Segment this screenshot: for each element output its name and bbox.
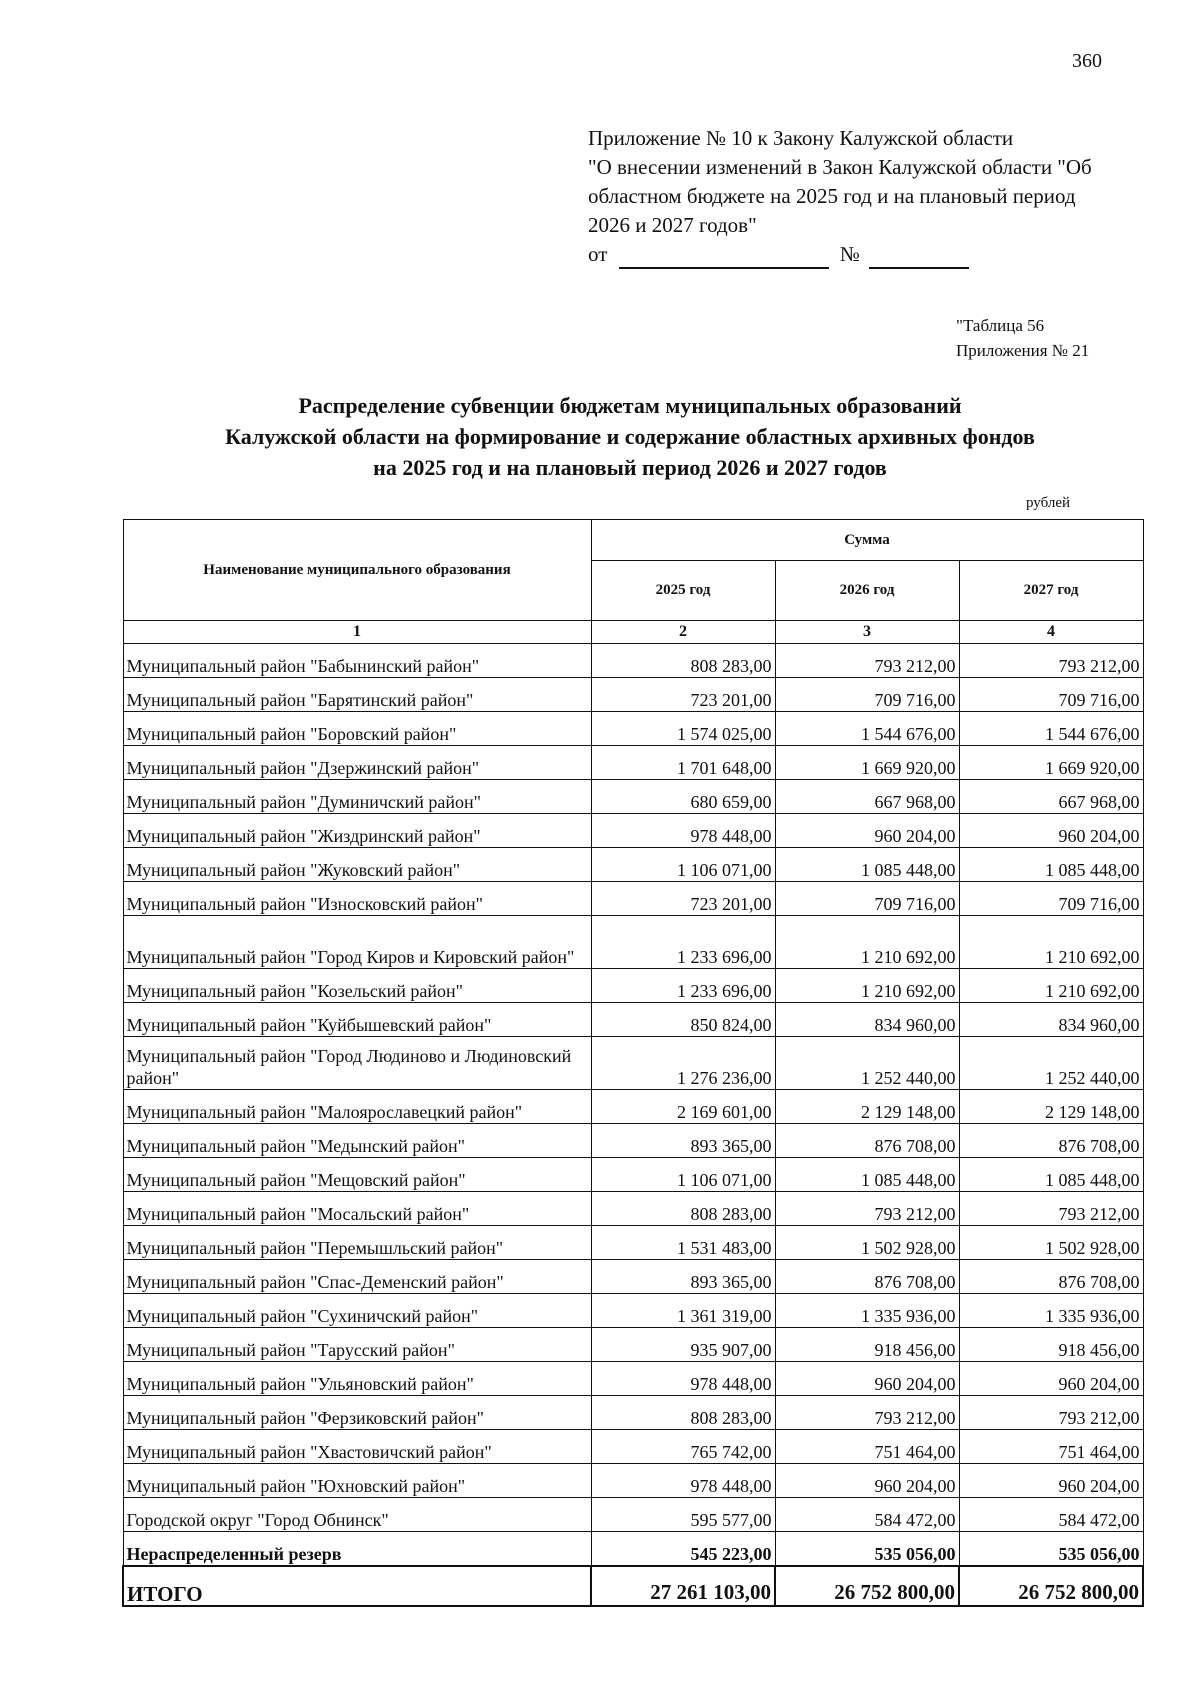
municipality-name: Муниципальный район "Барятинский район" <box>123 678 591 712</box>
amount-2027: 876 708,00 <box>959 1124 1143 1158</box>
annex-line-2: "О внесении изменений в Закон Калужской области "Об <box>588 155 1092 179</box>
table-row <box>123 916 1143 969</box>
table-row <box>123 1260 1143 1294</box>
amount-2025: 1 701 648,00 <box>591 746 775 780</box>
municipality-name: Муниципальный район "Куйбышевский район" <box>123 1003 591 1037</box>
table-row <box>123 1192 1143 1226</box>
amount-2025: 2 169 601,00 <box>591 1090 775 1124</box>
column-number: 3 <box>775 621 959 644</box>
table-row <box>123 848 1143 882</box>
municipality-name: Муниципальный район "Хвастовичский район" <box>123 1430 591 1464</box>
annex-line-4: 2026 и 2027 годов" <box>588 213 757 237</box>
column-numbers-row <box>123 621 1143 644</box>
amount-2026: 793 212,00 <box>775 644 959 678</box>
reserve-name: Нераспределенный резерв <box>123 1532 591 1567</box>
unit-label: рублей <box>1026 495 1071 511</box>
table-body <box>123 644 1143 1532</box>
municipality-name: Муниципальный район "Ферзиковский район" <box>123 1396 591 1430</box>
table-row <box>123 746 1143 780</box>
amount-2027: 834 960,00 <box>959 1003 1143 1037</box>
title-line-3: на 2025 год и на плановый период 2026 и 2027 годов <box>373 455 887 480</box>
table-row <box>123 712 1143 746</box>
header-sum: Сумма <box>591 520 1143 561</box>
municipality-name: Муниципальный район "Город Людиново и Людиновский район" <box>123 1037 591 1090</box>
amount-2025: 723 201,00 <box>591 882 775 916</box>
amount-2026: 960 204,00 <box>775 1464 959 1498</box>
annex-date-blank <box>619 245 829 269</box>
amount-2027: 960 204,00 <box>959 1362 1143 1396</box>
municipality-name: Муниципальный район "Мещовский район" <box>123 1158 591 1192</box>
amount-2026: 1 085 448,00 <box>775 1158 959 1192</box>
amount-2027: 876 708,00 <box>959 1260 1143 1294</box>
municipality-name: Муниципальный район "Сухиничский район" <box>123 1294 591 1328</box>
amount-2025: 850 824,00 <box>591 1003 775 1037</box>
amount-2026: 1 335 936,00 <box>775 1294 959 1328</box>
table-row <box>123 1464 1143 1498</box>
amount-2027: 793 212,00 <box>959 1396 1143 1430</box>
table-row <box>123 1430 1143 1464</box>
municipality-name: Муниципальный район "Медынский район" <box>123 1124 591 1158</box>
amount-2026: 1 544 676,00 <box>775 712 959 746</box>
amount-2025: 680 659,00 <box>591 780 775 814</box>
amount-2025: 1 233 696,00 <box>591 916 775 969</box>
municipality-name: Муниципальный район "Боровский район" <box>123 712 591 746</box>
total-2025: 27 261 103,00 <box>591 1566 775 1606</box>
column-number: 1 <box>123 621 591 644</box>
amount-2025: 1 276 236,00 <box>591 1037 775 1090</box>
amount-2025: 893 365,00 <box>591 1260 775 1294</box>
reserve-2025: 545 223,00 <box>591 1532 775 1567</box>
total-2027: 26 752 800,00 <box>959 1566 1143 1606</box>
total-row <box>123 1566 1143 1606</box>
amount-2027: 960 204,00 <box>959 1464 1143 1498</box>
amount-2025: 808 283,00 <box>591 644 775 678</box>
table-row <box>123 1003 1143 1037</box>
amount-2026: 1 252 440,00 <box>775 1037 959 1090</box>
amount-2026: 709 716,00 <box>775 678 959 712</box>
amount-2027: 1 502 928,00 <box>959 1226 1143 1260</box>
amount-2027: 709 716,00 <box>959 882 1143 916</box>
amount-2027: 1 085 448,00 <box>959 1158 1143 1192</box>
amount-2025: 935 907,00 <box>591 1328 775 1362</box>
amount-2026: 876 708,00 <box>775 1124 959 1158</box>
reserve-row <box>123 1532 1143 1567</box>
table-reference <box>956 313 1089 363</box>
amount-2025: 1 106 071,00 <box>591 848 775 882</box>
amount-2027: 584 472,00 <box>959 1498 1143 1532</box>
amount-2026: 667 968,00 <box>775 780 959 814</box>
amount-2027: 1 210 692,00 <box>959 969 1143 1003</box>
amount-2025: 978 448,00 <box>591 1464 775 1498</box>
municipality-name: Муниципальный район "Малоярославецкий район" <box>123 1090 591 1124</box>
municipality-name: Муниципальный район "Думиничский район" <box>123 780 591 814</box>
title-line-2: Калужской области на формирование и содержание областных архивных фондов <box>225 424 1035 449</box>
amount-2026: 1 210 692,00 <box>775 969 959 1003</box>
amount-2027: 1 669 920,00 <box>959 746 1143 780</box>
amount-2025: 1 574 025,00 <box>591 712 775 746</box>
amount-2025: 1 531 483,00 <box>591 1226 775 1260</box>
amount-2026: 918 456,00 <box>775 1328 959 1362</box>
annex-date-number-line <box>588 240 1092 269</box>
total-name: ИТОГО <box>123 1566 591 1606</box>
amount-2027: 2 129 148,00 <box>959 1090 1143 1124</box>
municipality-name: Муниципальный район "Мосальский район" <box>123 1192 591 1226</box>
amount-2027: 793 212,00 <box>959 644 1143 678</box>
table-row <box>123 1362 1143 1396</box>
municipality-name: Муниципальный район "Перемышльский район" <box>123 1226 591 1260</box>
amount-2025: 893 365,00 <box>591 1124 775 1158</box>
amount-2027: 793 212,00 <box>959 1192 1143 1226</box>
amount-2026: 2 129 148,00 <box>775 1090 959 1124</box>
table-row <box>123 1124 1143 1158</box>
amount-2025: 978 448,00 <box>591 1362 775 1396</box>
amount-2027: 709 716,00 <box>959 678 1143 712</box>
amount-2026: 834 960,00 <box>775 1003 959 1037</box>
table-row <box>123 780 1143 814</box>
annex-number-prefix: № <box>839 242 860 266</box>
table-row <box>123 644 1143 678</box>
table-ref-line-1: "Таблица 56 <box>956 316 1045 335</box>
annex-line-3: областном бюджете на 2025 год и на плановый период <box>588 184 1076 208</box>
amount-2026: 793 212,00 <box>775 1192 959 1226</box>
amount-2026: 1 502 928,00 <box>775 1226 959 1260</box>
amount-2027: 751 464,00 <box>959 1430 1143 1464</box>
amount-2027: 1 085 448,00 <box>959 848 1143 882</box>
amount-2025: 808 283,00 <box>591 1192 775 1226</box>
amount-2027: 1 335 936,00 <box>959 1294 1143 1328</box>
table-row <box>123 1498 1143 1532</box>
total-2026: 26 752 800,00 <box>775 1566 959 1606</box>
municipality-name: Муниципальный район "Юхновский район" <box>123 1464 591 1498</box>
table-row <box>123 1396 1143 1430</box>
municipality-name: Муниципальный район "Город Киров и Кировский район" <box>123 916 591 969</box>
amount-2027: 960 204,00 <box>959 814 1143 848</box>
reserve-2026: 535 056,00 <box>775 1532 959 1567</box>
amount-2025: 808 283,00 <box>591 1396 775 1430</box>
annex-line-1: Приложение № 10 к Закону Калужской области <box>588 126 1014 150</box>
column-number: 2 <box>591 621 775 644</box>
amount-2026: 1 085 448,00 <box>775 848 959 882</box>
amount-2027: 918 456,00 <box>959 1328 1143 1362</box>
amount-2025: 1 233 696,00 <box>591 969 775 1003</box>
annex-header <box>588 124 1092 269</box>
table-row <box>123 882 1143 916</box>
amount-2026: 751 464,00 <box>775 1430 959 1464</box>
amount-2027: 1 252 440,00 <box>959 1037 1143 1090</box>
amount-2026: 960 204,00 <box>775 814 959 848</box>
municipality-name: Муниципальный район "Износковский район" <box>123 882 591 916</box>
amount-2025: 723 201,00 <box>591 678 775 712</box>
table-row <box>123 969 1143 1003</box>
table-row <box>123 1328 1143 1362</box>
header-name: Наименование муниципального образования <box>123 520 591 621</box>
amount-2026: 709 716,00 <box>775 882 959 916</box>
title-line-1: Распределение субвенции бюджетам муниципальных образований <box>298 393 962 418</box>
municipality-name: Муниципальный район "Козельский район" <box>123 969 591 1003</box>
header-2027: 2027 год <box>959 561 1143 621</box>
amount-2026: 1 669 920,00 <box>775 746 959 780</box>
header-2025: 2025 год <box>591 561 775 621</box>
amount-2025: 1 361 319,00 <box>591 1294 775 1328</box>
table-row <box>123 1226 1143 1260</box>
table-ref-line-2: Приложения № 21 <box>956 341 1090 360</box>
amount-2026: 960 204,00 <box>775 1362 959 1396</box>
amount-2026: 1 210 692,00 <box>775 916 959 969</box>
table-row <box>123 814 1143 848</box>
municipality-name: Муниципальный район "Жиздринский район" <box>123 814 591 848</box>
municipality-name: Муниципальный район "Дзержинский район" <box>123 746 591 780</box>
subvention-table <box>122 519 1144 1607</box>
table-row <box>123 678 1143 712</box>
municipality-name: Муниципальный район "Тарусский район" <box>123 1328 591 1362</box>
page-number: 360 <box>1072 50 1102 72</box>
annex-date-prefix: от <box>588 242 608 266</box>
amount-2027: 1 210 692,00 <box>959 916 1143 969</box>
table-row <box>123 1158 1143 1192</box>
municipality-name: Муниципальный район "Ульяновский район" <box>123 1362 591 1396</box>
amount-2027: 1 544 676,00 <box>959 712 1143 746</box>
amount-2025: 765 742,00 <box>591 1430 775 1464</box>
document-title <box>120 390 1140 483</box>
amount-2027: 667 968,00 <box>959 780 1143 814</box>
municipality-name: Муниципальный район "Жуковский район" <box>123 848 591 882</box>
amount-2026: 584 472,00 <box>775 1498 959 1532</box>
table-row <box>123 1294 1143 1328</box>
table-row <box>123 1037 1143 1090</box>
amount-2026: 793 212,00 <box>775 1396 959 1430</box>
table-row <box>123 1090 1143 1124</box>
annex-number-blank <box>869 245 969 269</box>
municipality-name: Городской округ "Город Обнинск" <box>123 1498 591 1532</box>
amount-2025: 1 106 071,00 <box>591 1158 775 1192</box>
amount-2025: 978 448,00 <box>591 814 775 848</box>
amount-2026: 876 708,00 <box>775 1260 959 1294</box>
reserve-2027: 535 056,00 <box>959 1532 1143 1567</box>
column-number: 4 <box>959 621 1143 644</box>
header-2026: 2026 год <box>775 561 959 621</box>
municipality-name: Муниципальный район "Спас-Деменский район" <box>123 1260 591 1294</box>
municipality-name: Муниципальный район "Бабынинский район" <box>123 644 591 678</box>
amount-2025: 595 577,00 <box>591 1498 775 1532</box>
